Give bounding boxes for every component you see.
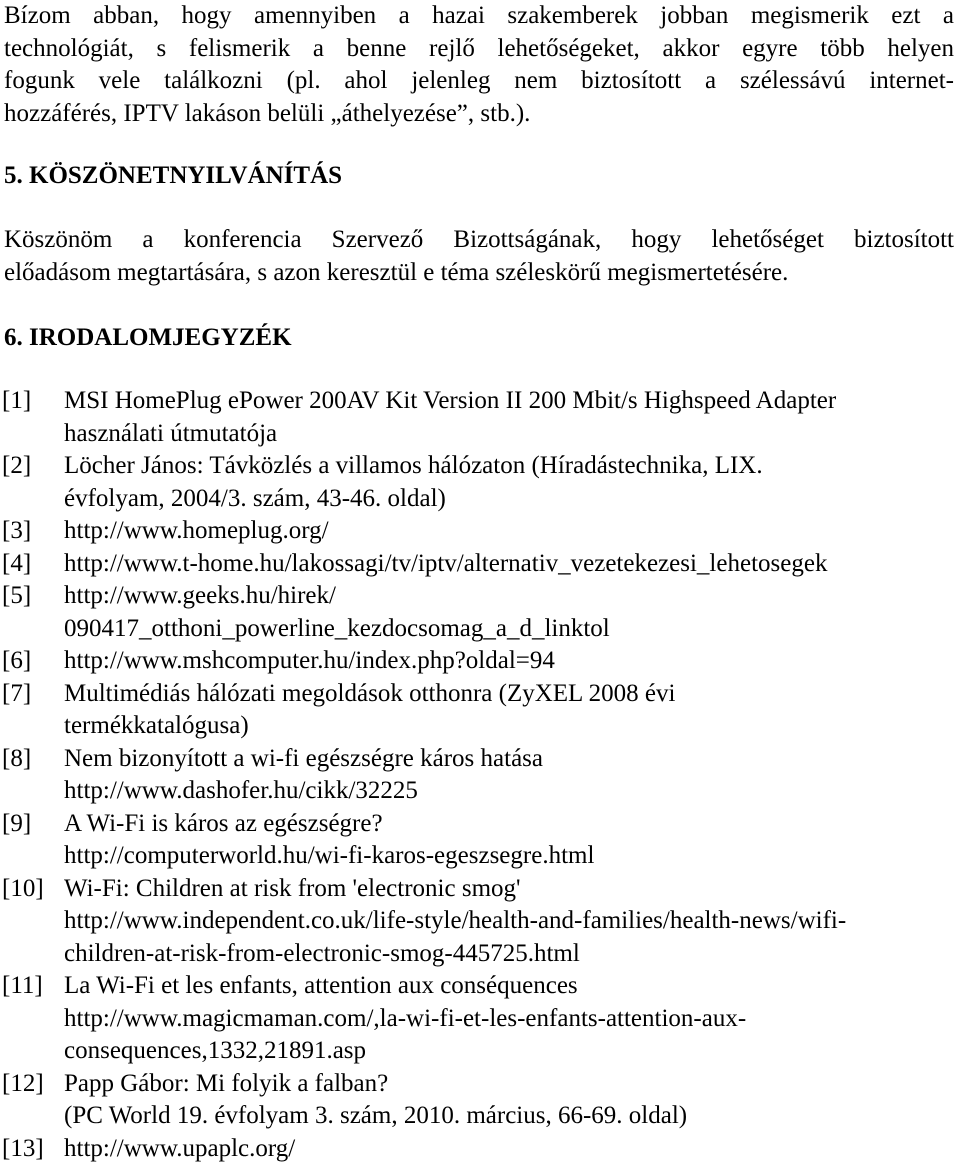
reference-text: évfolyam, 2004/3. szám, 43-46. oldal) <box>64 484 446 512</box>
intro-line: technológiát, s felismerik a benne rejlő lehetőségeket, akkor egyre több helyen <box>4 34 954 62</box>
reference-link[interactable]: http://www.homeplug.org/ <box>64 517 329 544</box>
section-heading-references: 6. IRODALOMJEGYZÉK <box>4 324 292 351</box>
reference-text: (PC World 19. évfolyam 3. szám, 2010. március, 66-69. oldal) <box>64 1102 688 1129</box>
reference-item <box>2 580 958 645</box>
reference-link[interactable]: http://www.magicmaman.com/,la-wi-fi-et-les-enfants-attention-aux- <box>64 1004 747 1032</box>
reference-number: [1] <box>2 387 32 414</box>
reference-link[interactable]: 090417_otthoni_powerline_kezdocsomag_a_d_linktol <box>64 614 610 642</box>
ack-line: Köszönöm a konferencia Szervező Bizottságának, hogy lehetőséget biztosított <box>4 226 954 253</box>
reference-text: termékkatalógusa) <box>64 712 249 739</box>
reference-text: La Wi-Fi et les enfants, attention aux conséquences <box>64 972 578 999</box>
reference-item <box>2 1068 958 1133</box>
reference-link[interactable]: http://www.geeks.hu/hirek/ <box>64 582 336 609</box>
reference-text: Nem bizonyított a wi-fi egészségre káros hatása <box>64 744 543 772</box>
reference-item <box>2 873 958 971</box>
reference-link[interactable]: http://www.t-home.hu/lakossagi/tv/iptv/alternativ_vezetekezesi_lehetosegek <box>64 549 828 577</box>
reference-link[interactable]: children-at-risk-from-electronic-smog-445725.html <box>64 939 580 967</box>
reference-item <box>2 678 958 743</box>
reference-number: [11] <box>2 972 43 999</box>
reference-item <box>2 1133 958 1166</box>
reference-link[interactable]: http://www.independent.co.uk/life-style/health-and-families/health-news/wifi- <box>64 907 847 934</box>
reference-link[interactable]: http://www.mshcomputer.hu/index.php?oldal=94 <box>64 647 555 674</box>
ack-line: előadásom megtartására, s azon keresztül e téma széleskörű megismertetésére. <box>4 258 789 286</box>
reference-text: Multimédiás hálózati megoldások otthonra (ZyXEL 2008 évi <box>64 679 676 707</box>
reference-item <box>2 548 958 581</box>
intro-line: Bízom abban, hogy amennyiben a hazai szakemberek jobban megismerik ezt a <box>4 2 954 29</box>
reference-number: [3] <box>2 517 32 544</box>
reference-text: használati útmutatója <box>64 419 278 447</box>
reference-number: [7] <box>2 679 32 707</box>
reference-item <box>2 808 958 873</box>
reference-list <box>2 385 958 1165</box>
reference-item <box>2 970 958 1068</box>
reference-text: Papp Gábor: Mi folyik a falban? <box>64 1069 389 1097</box>
reference-number: [6] <box>2 647 32 674</box>
reference-number: [9] <box>2 809 32 837</box>
intro-line: fogunk vele találkozni (pl. ahol jelenleg nem biztosított a szélessávú internet- <box>4 67 954 94</box>
reference-text: Wi-Fi: Children at risk from 'electronic smog' <box>64 874 521 902</box>
reference-item <box>2 385 958 450</box>
acknowledgements-paragraph <box>4 224 954 289</box>
reference-link[interactable]: consequences,1332,21891.asp <box>64 1037 367 1064</box>
reference-link[interactable]: http://computerworld.hu/wi-fi-karos-egeszsegre.html <box>64 842 595 869</box>
reference-item <box>2 743 958 808</box>
intro-paragraph <box>4 0 954 130</box>
reference-number: [2] <box>2 452 32 479</box>
reference-item <box>2 645 958 678</box>
reference-text: MSI HomePlug ePower 200AV Kit Version II 200 Mbit/s Highspeed Adapter <box>64 387 837 414</box>
reference-number: [13] <box>2 1134 44 1162</box>
reference-number: [8] <box>2 744 32 772</box>
reference-number: [12] <box>2 1069 44 1097</box>
reference-text: A Wi-Fi is káros az egészségre? <box>64 809 383 837</box>
reference-link[interactable]: http://www.upaplc.org/ <box>64 1134 296 1162</box>
reference-item <box>2 450 958 515</box>
reference-number: [4] <box>2 549 32 577</box>
reference-link[interactable]: http://www.dashofer.hu/cikk/32225 <box>64 777 418 804</box>
section-heading-acknowledgements: 5. KÖSZÖNETNYILVÁNÍTÁS <box>4 162 343 189</box>
reference-number: [10] <box>2 874 44 902</box>
intro-line: hozzáférés, IPTV lakáson belüli „áthelyezése”, stb.). <box>4 99 531 127</box>
reference-text: Löcher János: Távközlés a villamos hálózaton (Híradástechnika, LIX. <box>64 452 763 479</box>
reference-number: [5] <box>2 582 32 609</box>
reference-item <box>2 515 958 548</box>
